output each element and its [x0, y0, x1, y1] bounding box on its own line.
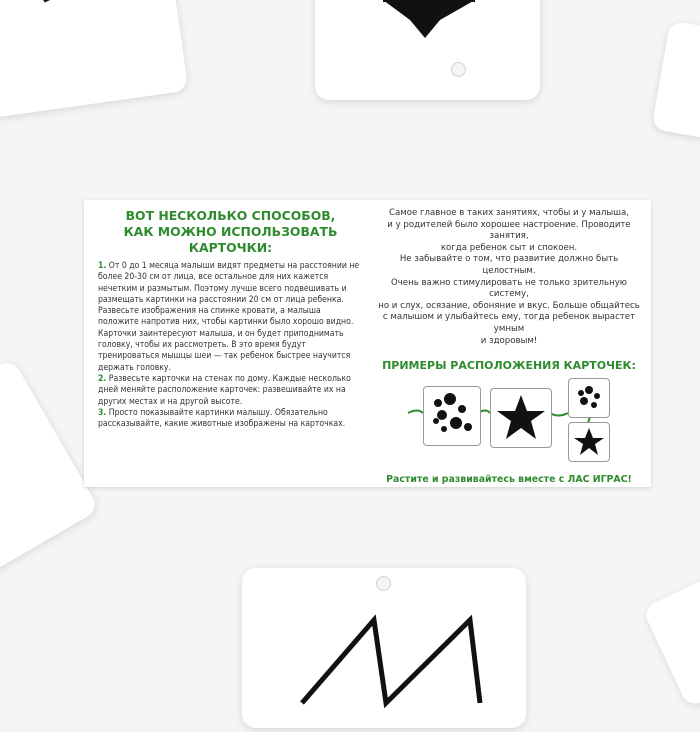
card-hole	[376, 576, 391, 591]
heading-line: ВОТ НЕСКОЛЬКО СПОСОБОВ,	[125, 208, 336, 223]
advice-line: Самое главное в таких занятиях, чтобы и у малыша,	[388, 208, 630, 218]
left-column	[98, 208, 363, 430]
right-column	[378, 208, 640, 485]
tips-list	[98, 261, 363, 430]
advice-line: с малышом и улыбайтесь ему, тогда ребенок вырастет умным	[382, 312, 636, 334]
instruction-insert	[84, 200, 651, 487]
background-card-top-left	[0, 0, 188, 118]
tip-number: 3.	[98, 407, 107, 418]
advice-line: но и слух, осязание, обоняние и вкус. Больше общайтесь	[378, 300, 640, 311]
advice-line: Очень важно стимулировать не только зрительную систему,	[390, 277, 628, 300]
dots-pattern-icon	[569, 379, 609, 417]
examples-heading: ПРИМЕРЫ РАСПОЛОЖЕНИЯ КАРТОЧЕК:	[382, 359, 636, 373]
background-card-bottom-center	[242, 568, 526, 728]
example-card-star	[490, 388, 552, 448]
tip-text: Просто показывайте картинки малышу. Обязательно рассказывайте, какие животные изображены на карточках.	[98, 407, 346, 430]
mountain-peaks-shape	[242, 568, 526, 728]
brand-slogan: Растите и развивайтесь вместе с ЛАС ИГРАС!	[386, 474, 632, 486]
tip-text: Развесьте карточки на стенах по дому. Каждые несколько дней меняйте расположение карточек: развешивайте их на других местах и на другой высоте.	[98, 373, 351, 407]
tip-item	[98, 261, 363, 374]
heading-line: КАК МОЖНО ИСПОЛЬЗОВАТЬ КАРТОЧКИ:	[123, 224, 338, 255]
example-card-dots-small	[568, 378, 610, 418]
star-icon	[491, 389, 551, 447]
advice-line: и у родителей было хорошее настроение. Проводите занятия,	[387, 219, 631, 242]
background-card-bottom-right	[642, 562, 700, 708]
examples-illustration	[378, 378, 640, 468]
tip-number: 2.	[98, 373, 107, 384]
insert-heading	[98, 208, 363, 256]
tip-item	[98, 408, 363, 431]
background-card-top-right	[651, 20, 700, 149]
advice-line: Не забывайте о том, что развитие должно быть целостным.	[399, 254, 619, 276]
card-hole	[451, 62, 466, 77]
star-shape	[0, 0, 188, 118]
background-card-top-center	[315, 0, 540, 100]
tip-text: От 0 до 1 месяца малыши видят предметы на расстоянии не более 20-30 см от лица, все остальное для них кажется нечетким и размытым. Поэтому лучше всего подвешивать и размещать картинки на расстоянии 20 см от лица ребенка. Развесьте изображения на спинке кровати, а малыша положите напротив них, чтобы картинки было хорошо видно. Карточки заинтересуют малыша, и он будет приподнимать головку, чтобы их рассмотреть. В это время будут тренироваться мышцы шеи — так ребенок быстрее научится держать головку.	[98, 261, 360, 373]
star-shape	[315, 0, 540, 100]
advice-line: и здоровым!	[480, 335, 538, 346]
advice-text	[378, 208, 640, 347]
dots-pattern-icon	[424, 387, 480, 445]
example-card-star-small	[568, 422, 610, 462]
advice-line: когда ребенок сыт и спокоен.	[440, 242, 578, 253]
tip-item	[98, 374, 363, 408]
star-icon	[569, 423, 609, 461]
tip-number: 1.	[98, 261, 107, 271]
example-card-dots	[423, 386, 481, 446]
